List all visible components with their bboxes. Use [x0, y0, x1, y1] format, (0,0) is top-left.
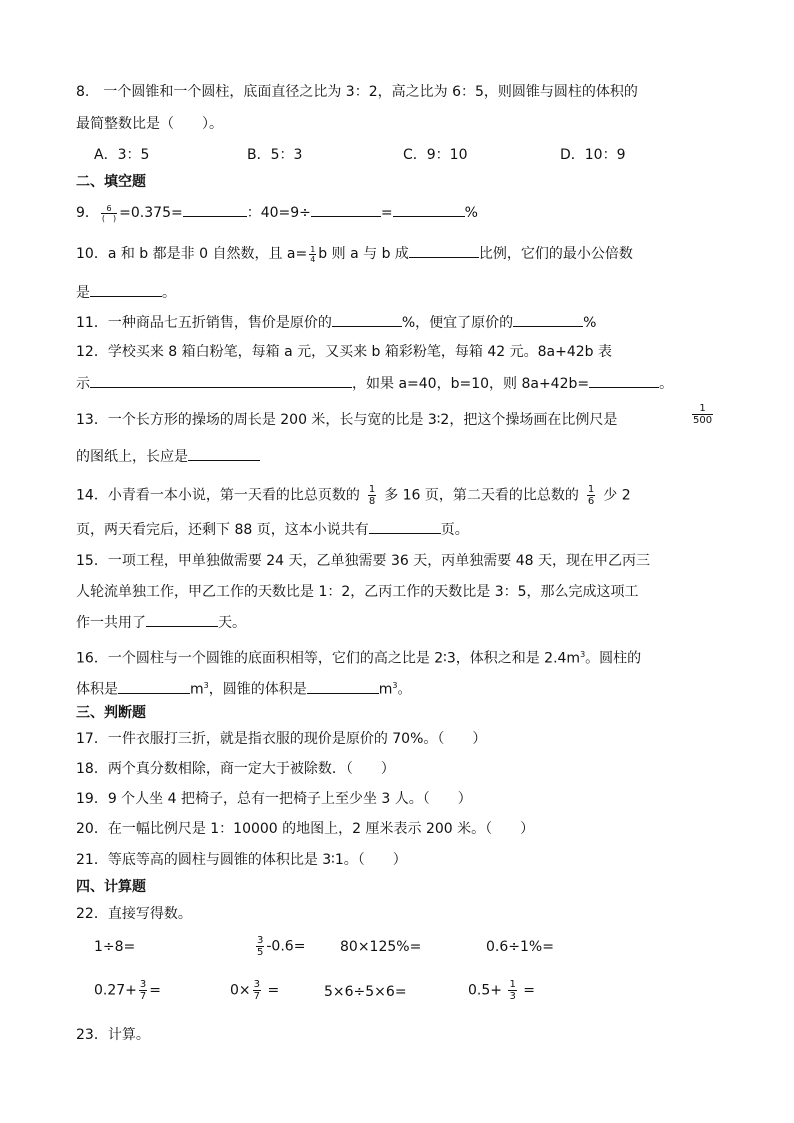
- q22-r1-c4: 0.6÷1%=: [486, 939, 554, 955]
- q15-line1: 15．一项工程，甲单独做需要 24 天，乙单独需要 36 天，丙单独需要 48 天，现在甲乙丙三: [76, 553, 650, 569]
- q22-r2-c2-num: 3: [253, 979, 261, 990]
- q12-line2: [76, 373, 673, 394]
- q22-r2-c2-den: 7: [253, 991, 261, 1002]
- q22-r2-c4: [468, 979, 535, 1002]
- q14-fraction-1: [368, 484, 376, 507]
- q10-blank-1[interactable]: [409, 243, 479, 258]
- q22-r1-c3: 80×125%=: [340, 939, 422, 955]
- q13-blank[interactable]: [188, 446, 260, 461]
- q14-line1: [76, 484, 631, 507]
- q22-r2-c4-eq: =: [518, 982, 536, 999]
- q9-frac-den: ( ): [101, 213, 117, 223]
- q22-r2-c1-eq: =: [149, 982, 162, 999]
- q14-line2: [76, 519, 469, 540]
- q15-blank[interactable]: [146, 612, 218, 627]
- q14-f1-den: 8: [368, 496, 376, 507]
- q11-blank-1[interactable]: [332, 312, 402, 327]
- q14-text-2: 多 16 页，第二天看的比总数的: [384, 487, 579, 504]
- q16-blank-1[interactable]: [118, 679, 190, 694]
- q13-line2: [76, 446, 260, 467]
- q18-line: 18．两个真分数相除，商一定大于被除数．（ ）: [76, 761, 395, 777]
- q16-sup-2: 3: [203, 681, 209, 690]
- q16-sup: 3: [580, 650, 586, 659]
- q15-text-2: 天。: [218, 615, 246, 631]
- q10-text-1: 10．a 和 b 都是非 0 自然数，且 a=: [76, 246, 308, 262]
- q22-r2-c4-den: 3: [509, 991, 516, 1002]
- q21-line: 21．等底等高的圆柱与圆锥的体积比是 3∶1。（ ）: [76, 852, 407, 868]
- q10-frac-den: 4: [310, 254, 316, 264]
- q22-r2-c2-text: 0×: [230, 982, 251, 999]
- q12-line1: 12．学校买来 8 箱白粉笔，每箱 a 元，又买来 b 箱彩粉笔，每箱 42 元。8a+42b 表: [76, 344, 612, 360]
- q22-r1-c2-den: 5: [257, 947, 264, 958]
- q8-option-b: B．5：3: [247, 147, 303, 163]
- q16-blank-2[interactable]: [307, 679, 379, 694]
- q9-text-2: ：40=9÷: [246, 205, 311, 221]
- q12-blank-1[interactable]: [90, 373, 352, 388]
- q10-text-3: 比例，它们的最小公倍数: [478, 246, 633, 262]
- q10-text-2: b 则 a 与 b 成: [318, 246, 409, 262]
- q22-r2-c2: [230, 979, 279, 1002]
- q15-line3: [76, 612, 246, 633]
- q22-r2-c2-fraction: [253, 979, 261, 1002]
- q16-text-7: 。: [397, 681, 412, 698]
- q11-text-1: 11．一种商品七五折销售，售价是原价的: [76, 315, 332, 331]
- q14-text-1: 14．小青看一本小说，第一天看的比总页数的: [76, 487, 360, 504]
- q10-line1: [76, 243, 633, 264]
- q9-frac-num: 6: [101, 204, 117, 214]
- q14-f1-num: 1: [368, 484, 376, 495]
- q8-option-c: C．9：10: [403, 147, 468, 163]
- q12-text-1: 示: [76, 376, 90, 392]
- q22-r1-c2-text: -0.6=: [266, 938, 306, 955]
- section-heading-fill-blank: 二、填空题: [76, 174, 146, 190]
- q22-r2-c4-text: 0.5+: [468, 982, 507, 999]
- q9-blank-3[interactable]: [393, 202, 465, 217]
- q9-fraction: [101, 204, 117, 223]
- section-heading-true-false: 三、判断题: [76, 705, 146, 721]
- q14-f2-den: 6: [587, 496, 595, 507]
- q22-r1-c2-num: 3: [257, 935, 264, 946]
- q11-text-2: %，便宜了原价的: [401, 315, 514, 331]
- q11-text-3: %: [583, 315, 597, 331]
- q22-r2-c1: [94, 979, 161, 1002]
- q16-text-3: 体积是: [76, 681, 118, 698]
- q22-r2-c4-num: 1: [509, 979, 516, 990]
- q22-r2-c1-num: 3: [139, 979, 147, 990]
- q22-title: 22．直接写得数。: [76, 906, 192, 922]
- q11-blank-2[interactable]: [513, 312, 583, 327]
- q13-scale-fraction: [692, 403, 713, 426]
- q22-r2-c1-text: 0.27+: [94, 982, 137, 999]
- q16-line1: [76, 645, 641, 669]
- q22-r2-c1-den: 7: [139, 991, 147, 1002]
- section-heading-calculation: 四、计算题: [76, 879, 146, 895]
- q16-sup-3: 3: [392, 681, 398, 690]
- q16-text-5: ，圆锥的体积是: [208, 681, 307, 698]
- q9-blank-1[interactable]: [183, 202, 247, 217]
- q14-blank[interactable]: [369, 519, 441, 534]
- q12-text-3: 。: [659, 376, 674, 392]
- q9-text-3: =: [380, 205, 393, 221]
- q10-text-5: 。: [162, 285, 176, 301]
- q16-text-6: m: [378, 681, 393, 698]
- q10-fraction: [309, 245, 316, 264]
- q9-text-1: =0.375=: [119, 205, 183, 221]
- q8-option-a: A．3：5: [94, 147, 150, 163]
- q17-line: 17．一件衣服打三折，就是指衣服的现价是原价的 70%。（ ）: [76, 731, 487, 747]
- q13-text-2: 的图纸上，长应是: [76, 449, 188, 465]
- q16-line2: [76, 676, 411, 700]
- q8-line1: 8. 一个圆锥和一个圆柱，底面直径之比为 3：2，高之比为 6：5，则圆锥与圆柱的体积的: [76, 84, 638, 100]
- q22-r2-c3: 5×6÷5×6=: [324, 984, 407, 1000]
- q22-r1-c1: 1÷8=: [94, 939, 136, 955]
- q15-line2: 人轮流单独工作，甲乙工作的天数比是 1：2，乙丙工作的天数比是 3：5，那么完成这项工: [76, 584, 639, 600]
- q10-blank-2[interactable]: [90, 282, 162, 297]
- q22-r1-c2: [254, 935, 305, 958]
- q12-text-2: ，如果 a=40，b=10，则 8a+42b=: [352, 376, 590, 392]
- q19-line: 19．9 个人坐 4 把椅子，总有一把椅子上至少坐 3 人。（ ）: [76, 791, 472, 807]
- q22-r2-c1-fraction: [139, 979, 147, 1002]
- q14-text-5: 页。: [440, 522, 469, 538]
- q10-line2: [76, 282, 176, 303]
- q9-label: 9．: [76, 205, 99, 221]
- q9-line: [76, 202, 478, 223]
- q9-text-4: %: [464, 205, 478, 221]
- q22-r2-c4-fraction: [508, 979, 516, 1002]
- q14-f2-num: 1: [587, 484, 595, 495]
- q22-r1-c2-fraction: [256, 935, 264, 958]
- q9-blank-2[interactable]: [311, 202, 381, 217]
- q13-line1: 13．一个长方形的操场的周长是 200 米，长与宽的比是 3∶2，把这个操场画在比例尺是: [76, 412, 618, 428]
- q13-frac-den: 500: [693, 415, 713, 426]
- q20-line: 20．在一幅比例尺是 1：10000 的地图上，2 厘米表示 200 米。（ ）: [76, 821, 535, 837]
- q16-text-2: 。圆柱的: [585, 650, 642, 667]
- q14-text-3: 少 2: [603, 487, 631, 504]
- q10-text-4: 是: [76, 285, 90, 301]
- q14-text-4: 页，两天看完后，还剩下 88 页，这本小说共有: [76, 522, 369, 538]
- q13-frac-num: 1: [692, 403, 713, 415]
- q8-option-d: D．10：9: [560, 147, 626, 163]
- q23-title: 23．计算。: [76, 1027, 150, 1043]
- q11-line: [76, 312, 596, 333]
- q16-text-1: 16．一个圆柱与一个圆锥的底面积相等，它们的高之比是 2∶3，体积之和是 2.4m: [76, 650, 581, 667]
- q14-fraction-2: [587, 484, 595, 507]
- q8-line2: 最简整数比是（ ）。: [76, 116, 223, 132]
- q16-text-4: m: [190, 681, 204, 698]
- q10-frac-num: 1: [310, 244, 316, 254]
- q15-text-1: 作一共用了: [76, 615, 146, 631]
- q22-r2-c2-eq: =: [263, 982, 280, 999]
- q12-blank-2[interactable]: [589, 373, 659, 388]
